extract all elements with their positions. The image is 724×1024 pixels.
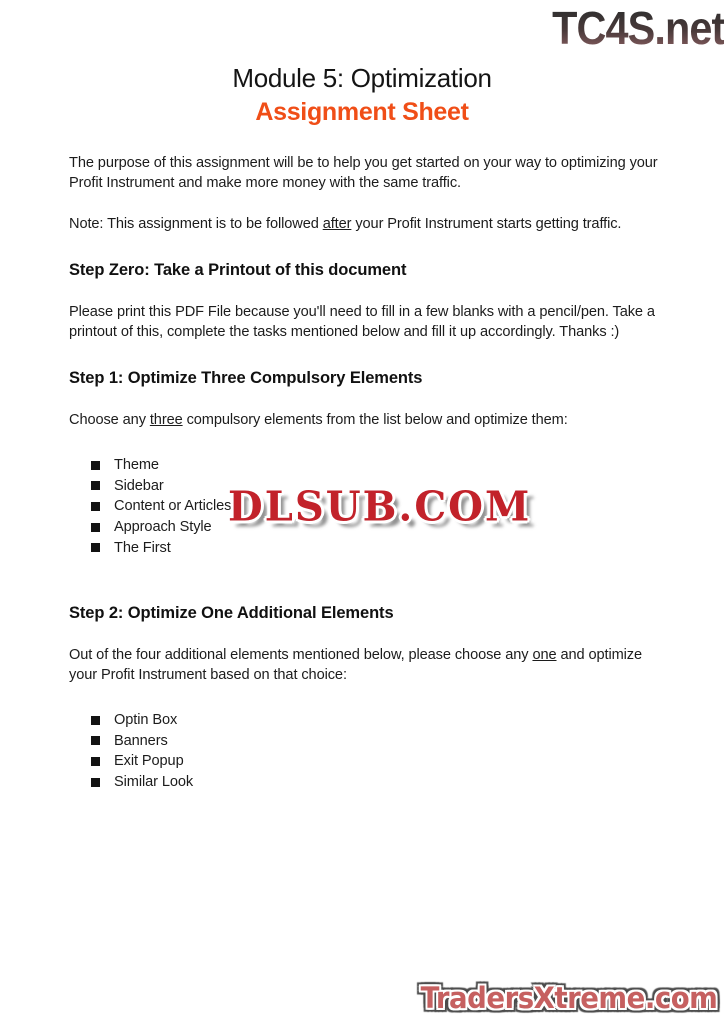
square-bullet-icon [91, 778, 100, 787]
square-bullet-icon [91, 757, 100, 766]
note-prefix: Note: This assignment is to be followed [69, 216, 323, 232]
list-item [69, 751, 668, 772]
section-heading-step-zero: Step Zero: Take a Printout of this document [69, 261, 407, 279]
step-1-paragraph [69, 410, 668, 430]
step-2-suffix: and optimize your Profit Instrument based on that choice: [69, 646, 643, 683]
step-2-underlined-word: one [532, 646, 557, 663]
square-bullet-icon [91, 461, 100, 470]
list-item-label: Sidebar [114, 477, 164, 494]
list-item-label: Approach Style [114, 519, 212, 536]
additional-elements-list [69, 710, 668, 792]
step-1-prefix: Choose any [69, 412, 150, 428]
list-item-label: Exit Popup [114, 753, 184, 770]
step-1-suffix: compulsory elements from the list below and optimize them: [182, 412, 568, 428]
square-bullet-icon [91, 481, 100, 490]
square-bullet-icon [91, 543, 100, 552]
section-heading-step-1: Step 1: Optimize Three Compulsory Elements [69, 369, 423, 387]
list-item [69, 455, 668, 476]
list-item-label: Theme [114, 457, 159, 474]
square-bullet-icon [91, 523, 100, 532]
page-subtitle: Assignment Sheet [255, 98, 469, 126]
step-2-paragraph [69, 645, 668, 685]
note-underlined-word: after [322, 216, 352, 232]
step-zero-paragraph: Please print this PDF File because you'll need to fill in a few blanks with a pencil/pen. Take a printout of this, complete the tasks mentioned below and fill it up accordingly. Thanks :) [69, 304, 655, 340]
page-title: Module 5: Optimization [232, 63, 492, 93]
tc4s-logo: TC4S.net [551, 2, 724, 54]
step-2-prefix: Out of the four additional elements mentioned below, please choose any [69, 646, 533, 663]
list-item-label: The First [114, 539, 171, 556]
dlsub-watermark: DLSUB.COM [228, 482, 532, 531]
list-item [69, 537, 668, 558]
list-item-label: Optin Box [114, 712, 178, 729]
document-body [0, 153, 724, 792]
intro-paragraph: The purpose of this assignment will be to help you get started on your way to optimizing your Profit Instrument and make more money with the same traffic. [69, 155, 658, 191]
list-item-label: Similar Look [114, 774, 194, 791]
section-heading-step-2: Step 2: Optimize One Additional Elements [69, 603, 394, 622]
list-item [69, 772, 668, 793]
list-item-label: Banners [114, 732, 168, 749]
note-paragraph [69, 214, 668, 234]
square-bullet-icon [91, 716, 100, 725]
list-item-label: Content or Articles [114, 498, 232, 515]
tradersxtreme-logo: TradersXtreme.com [420, 981, 717, 1015]
list-item [69, 731, 668, 752]
square-bullet-icon [91, 502, 100, 511]
list-item [69, 710, 668, 731]
square-bullet-icon [91, 736, 100, 745]
note-suffix: your Profit Instrument starts getting traffic. [351, 216, 622, 232]
step-1-underlined-word: three [149, 412, 183, 428]
